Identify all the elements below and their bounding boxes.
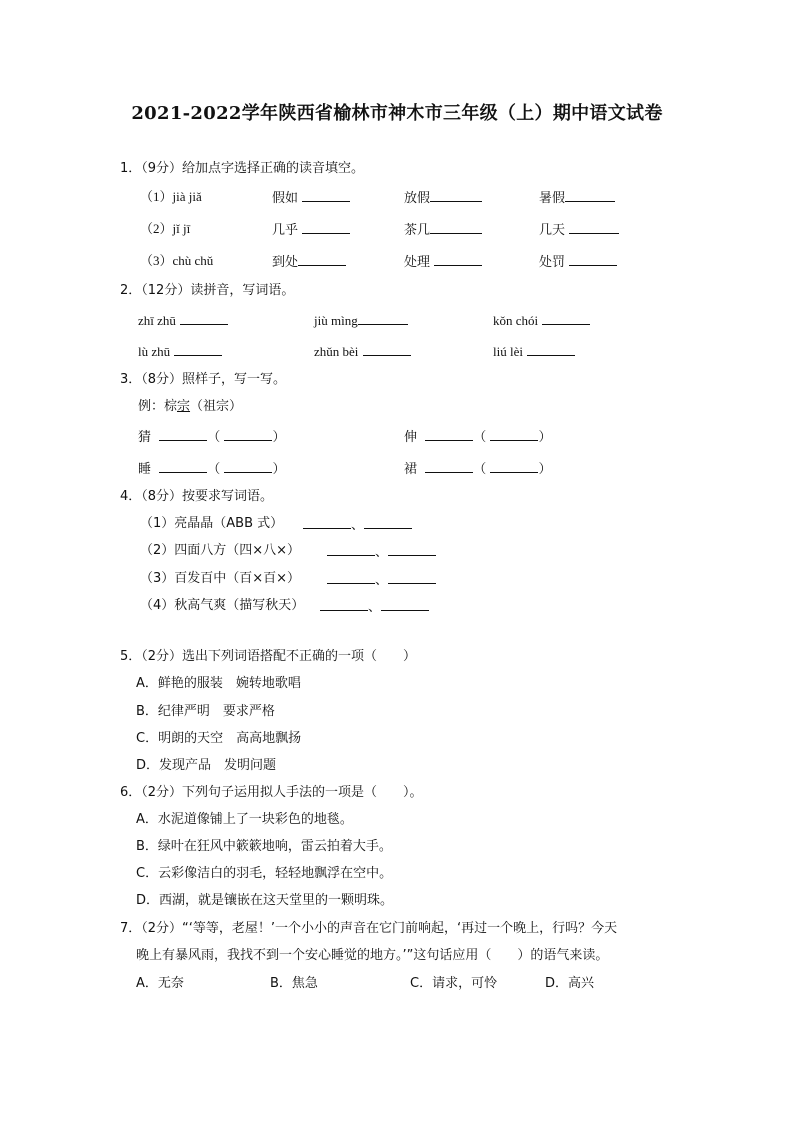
q3-item: 睡 （ ） [138,459,285,479]
q5-option-c[interactable]: C．明朗的天空 高高地飘扬 [136,731,302,746]
q5-stem: 5．（2分）选出下列词语搭配不正确的一项（ ） [120,649,417,664]
answer-blank[interactable] [327,542,375,556]
q5-option-b[interactable]: B．纪律严明 要求严格 [136,704,275,719]
q1-row3-word3: 处罚 [539,252,617,272]
q6-option-b[interactable]: B．绿叶在狂风中簌簌地响，雷云拍着大手。 [136,839,392,854]
q5-option-a[interactable]: A．鲜艳的服装 婉转地歌唱 [136,676,301,691]
q6-option-d[interactable]: D．西湖，就是镶嵌在这天堂里的一颗明珠。 [136,893,394,908]
q2-stem: 2．（12分）读拼音，写词语。 [120,283,295,298]
q7-option-d[interactable]: D．高兴 [545,976,595,991]
answer-blank[interactable] [364,515,412,529]
q1-row2-word2: 茶几 [404,220,482,240]
q4-answer: 、 [327,570,436,590]
answer-blank[interactable] [159,427,207,441]
answer-blank[interactable] [298,252,346,266]
q4-item: （2）四面八方（四×八×） [140,543,301,558]
q2-item: lù zhū [138,342,222,362]
answer-blank[interactable] [320,597,368,611]
page-title: 2021-2022学年陕西省榆林市神木市三年级（上）期中语文试卷 [131,103,663,124]
q4-answer: 、 [303,515,412,535]
q7-stem-line1: 7．（2分）“‘等等，老屋！’一个小小的声音在它门前响起，‘再过一个晚上，行吗？今天 [120,921,618,936]
q3-example: 例：棕宗（祖宗） [138,399,243,414]
q6-option-a[interactable]: A．水泥道像铺上了一块彩色的地毯。 [136,812,353,827]
answer-blank[interactable] [302,188,350,202]
q4-answer: 、 [320,597,429,617]
answer-blank[interactable] [569,220,619,234]
answer-blank[interactable] [381,597,429,611]
q1-row1-label: （1）jià jiǎ [140,189,202,204]
answer-blank[interactable] [527,342,575,356]
answer-blank[interactable] [302,220,350,234]
q5-option-d[interactable]: D．发现产品 发明问题 [136,758,277,773]
q1-row2-word1: 几乎 [272,220,350,240]
q7-stem-line2: 晚上有暴风雨，我找不到一个安心睡觉的地方。’”这句话应用（ ）的语气来读。 [136,948,609,963]
q1-row3-label: （3）chù chǔ [140,253,214,268]
q1-row3-word1: 到处 [272,252,346,272]
q6-option-c[interactable]: C．云彩像洁白的羽毛，轻轻地飘浮在空中。 [136,866,393,881]
q4-item: （4）秋高气爽（描写秋天） [140,598,305,613]
q3-item: 猜 （ ） [138,427,285,447]
q1-row1-word3: 暑假 [539,188,615,208]
q4-stem: 4．（8分）按要求写词语。 [120,489,274,504]
q1-row3-word2: 处理 [404,252,482,272]
answer-blank[interactable] [388,570,436,584]
q6-stem: 6．（2分）下列句子运用拟人手法的一项是（ ）。 [120,785,423,800]
answer-blank[interactable] [358,311,408,325]
q3-stem: 3．（8分）照样子，写一写。 [120,372,287,387]
q4-item: （3）百发百中（百×百×） [140,571,301,586]
q1-row1-word2: 放假 [404,188,482,208]
answer-blank[interactable] [224,427,272,441]
answer-blank[interactable] [174,342,222,356]
q3-item: 裙 （ ） [404,459,551,479]
answer-blank[interactable] [565,188,615,202]
q2-item: zhī zhū [138,311,228,331]
q1-stem: 1．（9分）给加点字选择正确的读音填空。 [120,161,365,176]
q7-option-c[interactable]: C．请求，可怜 [410,976,498,991]
answer-blank[interactable] [542,311,590,325]
q1-row1-word1: 假如 [272,188,350,208]
q4-answer: 、 [327,542,436,562]
q2-item: kǒn chói [493,311,590,331]
answer-blank[interactable] [434,252,482,266]
q2-item: zhǔn bèi [314,342,411,362]
answer-blank[interactable] [224,459,272,473]
q3-item: 伸 （ ） [404,427,551,447]
q4-item: （1）亮晶晶（ABB 式） [140,516,284,531]
q2-item: liú lèi [493,342,575,362]
q7-option-b[interactable]: B．焦急 [270,976,318,991]
answer-blank[interactable] [327,570,375,584]
answer-blank[interactable] [490,459,538,473]
q2-item: jiù mìng [314,311,408,331]
q1-row2-label: （2）jǐ jī [140,221,191,236]
answer-blank[interactable] [430,220,482,234]
answer-blank[interactable] [490,427,538,441]
answer-blank[interactable] [180,311,228,325]
answer-blank[interactable] [425,459,473,473]
answer-blank[interactable] [430,188,482,202]
answer-blank[interactable] [569,252,617,266]
answer-blank[interactable] [388,542,436,556]
answer-blank[interactable] [363,342,411,356]
answer-blank[interactable] [425,427,473,441]
q7-option-a[interactable]: A．无奈 [136,976,184,991]
answer-blank[interactable] [159,459,207,473]
q1-row2-word3: 几天 [539,220,619,240]
answer-blank[interactable] [303,515,351,529]
